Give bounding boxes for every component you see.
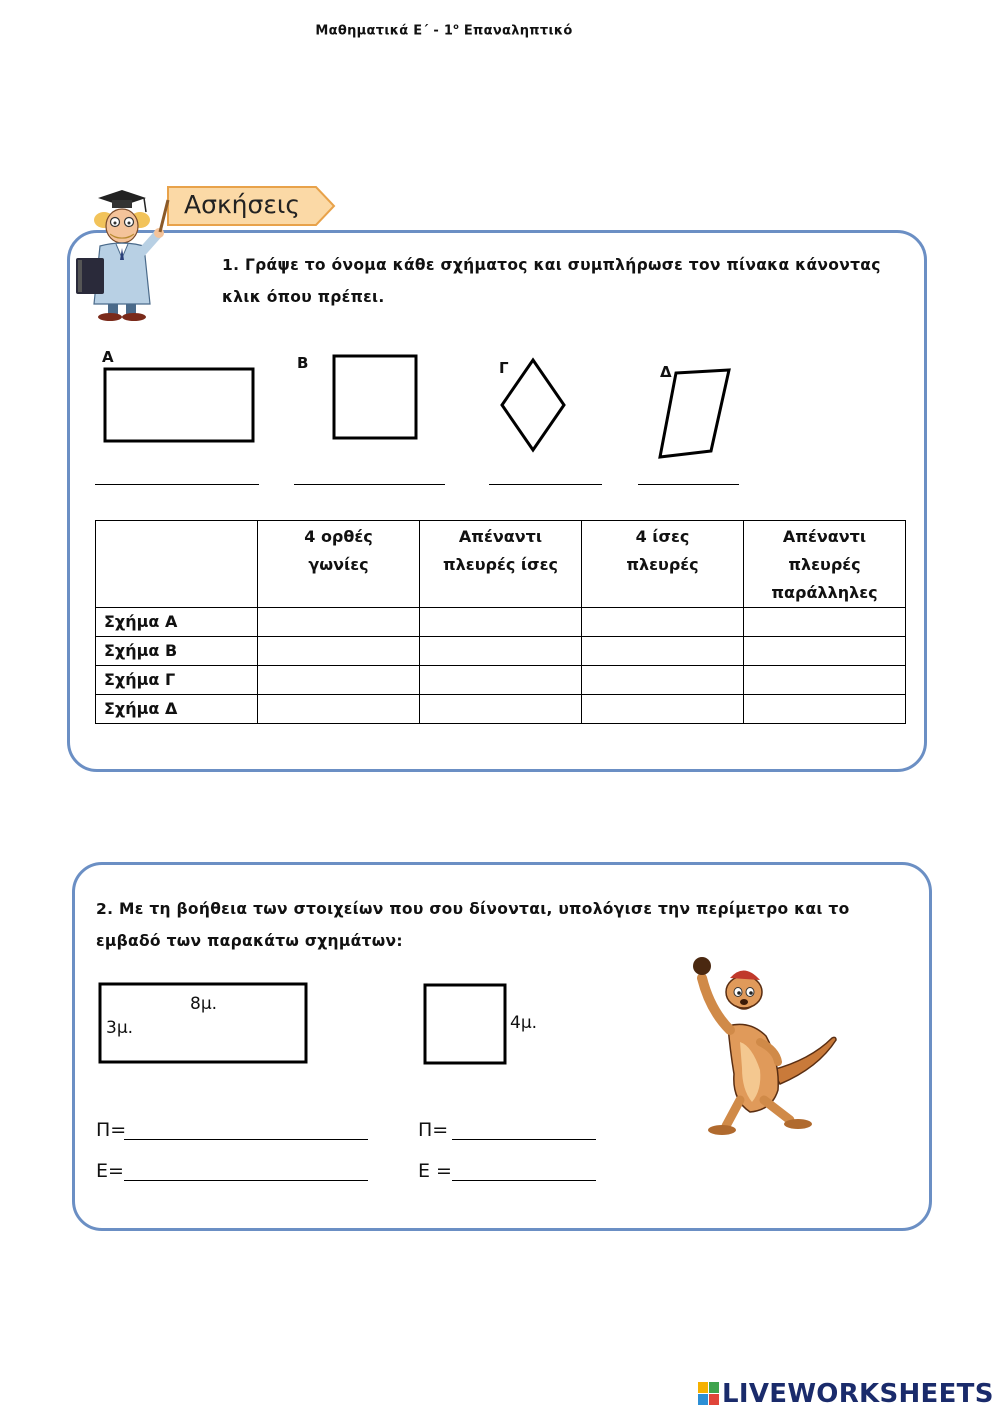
cell-d-equal-sides[interactable] [582,695,744,724]
rhombus-shape-g [502,360,564,450]
cell-d-right-angles[interactable] [258,695,420,724]
header-title-suffix: Επαναληπτικό [459,23,573,39]
table-header-equal-sides [582,521,744,608]
cell-a-right-angles[interactable] [258,608,420,637]
table-row [96,637,906,666]
area-answer-right[interactable] [452,1180,596,1181]
perimeter-answer-right[interactable] [452,1139,596,1140]
table-header-empty [96,521,258,608]
header-line: πλευρές [788,555,861,574]
exercise-2-instruction-line1: 2. Με τη βοήθεια των στοιχείων που σου δίνονται, υπολόγισε την περίμετρο και το [96,900,850,918]
header-line: παράλληλες [771,583,878,602]
header-line: γωνίες [308,555,369,574]
square-side-label: 4μ. [510,1013,538,1033]
row-label-shape-b: Σχήμα Β [96,637,258,666]
table-row [96,695,906,724]
table-row [96,666,906,695]
rectangle-shape-a [105,369,253,441]
exercises-banner-label: Ασκήσεις [184,190,301,219]
shape-a-letter: Α [102,348,114,366]
table-header-right-angles [258,521,420,608]
area-label-left: Ε= [96,1160,124,1182]
shape-g-answer-line[interactable] [489,484,602,485]
header-title-text: Μαθηματικά Ε΄ - 1 [315,23,454,39]
perimeter-answer-left[interactable] [124,1139,368,1140]
perimeter-label-right: Π= [418,1119,449,1141]
exercise-1-instruction-line1: 1. Γράψε το όνομα κάθε σχήματος και συμπλήρωσε τον πίνακα κάνοντας [222,256,881,274]
shape-d-answer-line[interactable] [638,484,739,485]
square-shape-b [334,356,416,438]
exercise-1-instruction-line2: κλικ όπου πρέπει. [222,288,385,306]
table-row [96,608,906,637]
shape-g-letter: Γ [499,359,509,377]
area-label-right: Ε = [418,1160,452,1182]
row-label-shape-d: Σχήμα Δ [96,695,258,724]
cell-g-opposite-parallel[interactable] [744,666,906,695]
cell-b-equal-sides[interactable] [582,637,744,666]
parallelogram-shape-d [660,370,729,457]
header-line: πλευρές ίσες [443,555,558,574]
row-label-shape-g: Σχήμα Γ [96,666,258,695]
cell-b-right-angles[interactable] [258,637,420,666]
cell-b-opposite-equal[interactable] [420,637,582,666]
cell-b-opposite-parallel[interactable] [744,637,906,666]
header-title-sup: ο [453,22,459,31]
table-header-opposite-sides-parallel [744,521,906,608]
cell-g-right-angles[interactable] [258,666,420,695]
liveworksheets-logo-icon [698,1382,720,1406]
header-line: 4 ορθές [304,527,373,546]
rectangle-length-label: 8μ. [190,994,218,1014]
shape-b-letter: Β [297,354,309,372]
rectangle-width-label: 3μ. [106,1018,134,1038]
exercise-2-square [425,985,505,1063]
cell-a-equal-sides[interactable] [582,608,744,637]
cell-g-equal-sides[interactable] [582,666,744,695]
header-line: 4 ίσες [635,527,690,546]
meerkat-illustration [680,950,845,1140]
exercise-2-instruction [96,893,896,957]
header-line: Απέναντι [782,527,867,546]
cell-a-opposite-parallel[interactable] [744,608,906,637]
exercise-2-figures [0,960,560,1080]
exercise-2-instruction-line2: εμβαδό των παρακάτω σχημάτων: [96,932,403,950]
perimeter-label-left: Π= [96,1119,127,1141]
shape-d-letter: Δ [660,363,672,381]
shape-a-answer-line[interactable] [95,484,259,485]
header-line: Απέναντι [458,527,543,546]
cell-d-opposite-equal[interactable] [420,695,582,724]
exercise-1-shapes [0,0,1000,520]
table-header-opposite-sides-equal [420,521,582,608]
header-line: πλευρές [626,555,699,574]
cell-a-opposite-equal[interactable] [420,608,582,637]
cell-g-opposite-equal[interactable] [420,666,582,695]
liveworksheets-watermark: LIVEWORKSHEETS [722,1379,994,1409]
cell-d-opposite-parallel[interactable] [744,695,906,724]
shape-properties-table [95,520,906,724]
shape-b-answer-line[interactable] [294,484,445,485]
table-header-row [96,521,906,608]
area-answer-left[interactable] [124,1180,368,1181]
row-label-shape-a: Σχήμα Α [96,608,258,637]
